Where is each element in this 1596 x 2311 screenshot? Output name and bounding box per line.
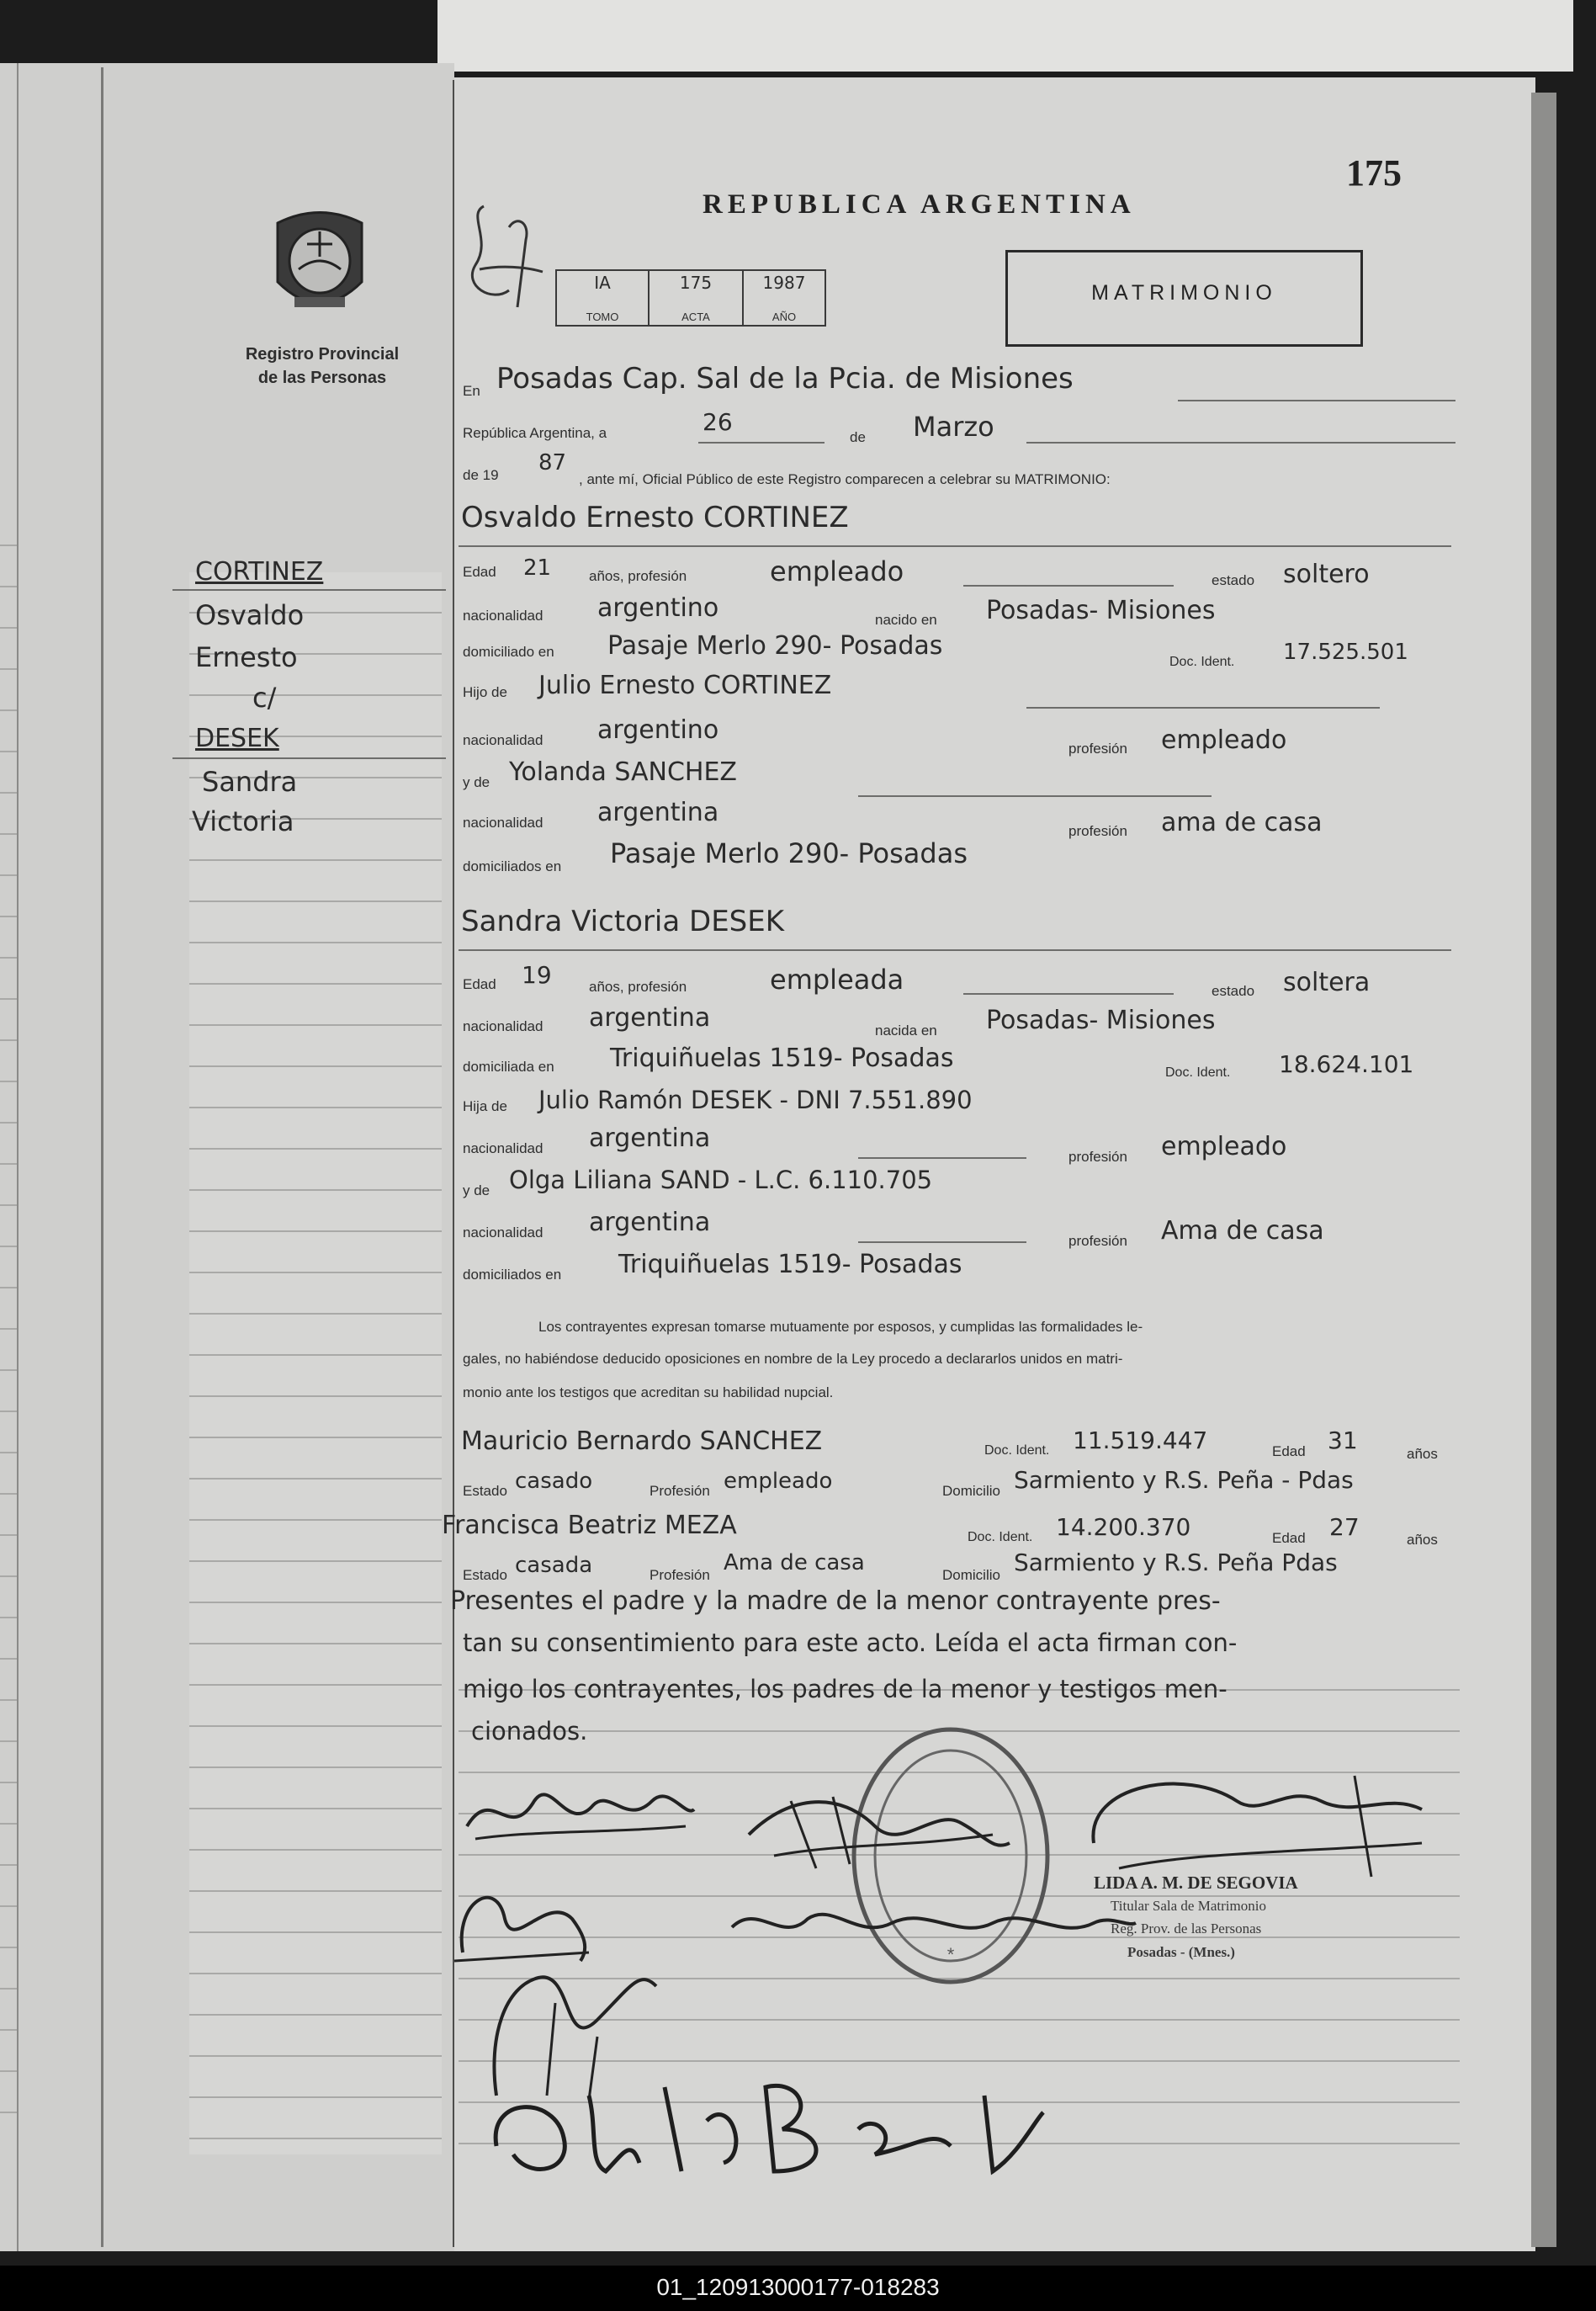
witness-1-doc: 11.519.447 <box>1073 1426 1208 1454</box>
marriage-month: Marzo <box>913 411 994 443</box>
bride-edad-label: Edad <box>463 976 496 992</box>
witness-2-estado-label: Estado <box>463 1567 507 1583</box>
officer-title-line2: Reg. Prov. de las Personas <box>1111 1921 1262 1936</box>
groom-parents-address: Pasaje Merlo 290- Posadas <box>610 837 968 869</box>
groom-doc: 17.525.501 <box>1283 640 1408 665</box>
bride-doc: 18.624.101 <box>1279 1050 1414 1078</box>
witness-2-profesion-label: Profesión <box>650 1567 710 1583</box>
margin-surname-bride: DESEK <box>195 724 279 753</box>
officer-title-line3: Posadas - (Mnes.) <box>1127 1944 1235 1960</box>
coat-of-arms-emblem <box>265 206 374 324</box>
groom-full-name: Osvaldo Ernesto CORTINEZ <box>461 501 849 534</box>
margin-rule-bride <box>172 757 446 759</box>
bride-father-prof-label: profesión <box>1068 1149 1127 1165</box>
bride-father-nationality: argentina <box>589 1124 711 1153</box>
day-line <box>698 442 825 444</box>
bride-father-nat-line <box>858 1157 1026 1159</box>
declaration-line-1: Los contrayentes expresan tomarse mutuamente por esposos, y cumplidas las formalidades le- <box>538 1319 1143 1335</box>
registry-name-line2: de las Personas <box>257 369 387 387</box>
groom-profession: empleado <box>770 555 904 587</box>
place: Posadas Cap. Sal de la Pcia. de Misiones <box>496 362 1074 396</box>
page-number: 175 <box>1346 152 1402 194</box>
record-type-box <box>1005 250 1363 347</box>
tomo-cell <box>555 269 650 327</box>
en-label: En <box>463 383 480 399</box>
ano-value: 1987 <box>762 273 806 293</box>
witness-1-domicilio-label: Domicilio <box>942 1483 1000 1499</box>
margin-given-name-bride-2: Victoria <box>192 805 294 837</box>
groom-estado-label: estado <box>1212 572 1255 588</box>
tomo-label: TOMO <box>586 311 619 323</box>
initial-flourish <box>459 189 551 324</box>
groom-mother-nat-label: nacionalidad <box>463 815 543 831</box>
groom-father-line <box>1026 707 1380 709</box>
ano-cell <box>742 269 826 327</box>
groom-mother-profession: ama de casa <box>1161 808 1323 837</box>
bride-domiciliados-label: domiciliados en <box>463 1267 562 1283</box>
signature-bride <box>480 2062 1052 2188</box>
closing-note-line-2: tan su consentimiento para este acto. Leída el acta firman con- <box>463 1628 1238 1657</box>
witness-2-address: Sarmiento y R.S. Peña Pdas <box>1014 1549 1338 1576</box>
groom-civil-status: soltero <box>1283 560 1370 589</box>
left-outer-edge-line <box>17 63 19 2251</box>
witness-2-edad-label: Edad <box>1272 1530 1306 1546</box>
groom-father-prof-label: profesión <box>1068 741 1127 757</box>
book-spine-line <box>101 67 103 2247</box>
groom-mother-line <box>858 795 1212 797</box>
right-page-edge <box>1531 93 1556 2247</box>
groom-doc-label: Doc. Ident. <box>1169 655 1235 669</box>
bride-mother-profession: Ama de casa <box>1161 1216 1324 1246</box>
margin-rule-groom <box>172 589 446 591</box>
witness-2-civil-status: casada <box>515 1553 593 1578</box>
witness-1-anos-label: años <box>1407 1446 1438 1462</box>
groom-anos-profesion-label: años, profesión <box>589 568 687 584</box>
margin-given-name-groom-2: Ernesto <box>195 641 298 673</box>
witness-1-age: 31 <box>1328 1426 1358 1454</box>
groom-profession-line <box>963 585 1174 587</box>
bride-nationality: argentina <box>589 1003 711 1033</box>
margin-given-name-groom-1: Osvaldo <box>195 599 305 631</box>
bride-parents-address: Triquiñuelas 1519- Posadas <box>618 1250 962 1279</box>
bride-yde-label: y de <box>463 1182 490 1198</box>
bride-full-name: Sandra Victoria DESEK <box>461 905 785 938</box>
bride-mother-nat-label: nacionalidad <box>463 1225 543 1241</box>
witness-1-civil-status: casado <box>515 1469 593 1494</box>
bride-profession-line <box>963 993 1174 995</box>
republica-label: República Argentina, a <box>463 425 607 441</box>
witness-1-estado-label: Estado <box>463 1483 507 1499</box>
year-suffix: 87 <box>538 450 567 475</box>
groom-address: Pasaje Merlo 290- Posadas <box>607 631 943 661</box>
bride-doc-label: Doc. Ident. <box>1165 1065 1231 1080</box>
groom-father-nationality: argentino <box>597 715 719 745</box>
groom-nacido-label: nacido en <box>875 612 937 628</box>
witness-2-domicilio-label: Domicilio <box>942 1567 1000 1583</box>
footer-document-id: 01_120913000177-018283 <box>656 2274 940 2300</box>
witness-2-anos-label: años <box>1407 1532 1438 1548</box>
svg-text:*: * <box>946 1944 955 1965</box>
groom-birthplace: Posadas- Misiones <box>986 596 1216 625</box>
declaration-line-3: monio ante los testigos que acreditan su habilidad nupcial. <box>463 1384 834 1400</box>
bride-father-nat-label: nacionalidad <box>463 1140 543 1156</box>
bride-mother-prof-label: profesión <box>1068 1233 1127 1249</box>
signature-witness-1 <box>740 1776 1018 1885</box>
groom-mother: Yolanda SANCHEZ <box>509 757 737 787</box>
groom-domiciliado-label: domiciliado en <box>463 644 554 660</box>
bride-age: 19 <box>522 961 552 989</box>
groom-name-rule <box>459 545 1451 547</box>
place-line <box>1178 400 1455 401</box>
acta-label: ACTA <box>681 311 710 323</box>
groom-domiciliados-label: domiciliados en <box>463 858 562 874</box>
witness-1-doc-label: Doc. Ident. <box>984 1443 1050 1458</box>
closing-note-line-3: migo los contrayentes, los padres de la menor y testigos men- <box>463 1675 1227 1703</box>
acta-cell <box>648 269 744 327</box>
left-outer-strip-lines <box>0 505 17 2146</box>
witness-2-doc-label: Doc. Ident. <box>968 1530 1033 1544</box>
bride-nacionalidad-label: nacionalidad <box>463 1018 543 1034</box>
tomo-value: IA <box>594 273 611 293</box>
witness-2-doc: 14.200.370 <box>1056 1513 1191 1541</box>
signature-groom <box>459 1767 703 1860</box>
bride-father: Julio Ramón DESEK - DNI 7.551.890 <box>538 1086 973 1114</box>
witness-2-profession: Ama de casa <box>724 1550 865 1575</box>
witness-1-edad-label: Edad <box>1272 1443 1306 1459</box>
bride-domiciliada-label: domiciliada en <box>463 1059 554 1075</box>
ano-label: AÑO <box>771 311 797 323</box>
witness-1-profesion-label: Profesión <box>650 1483 710 1499</box>
witness-2-age: 27 <box>1329 1513 1360 1541</box>
margin-surname-groom: CORTINEZ <box>195 557 324 587</box>
groom-yde-label: y de <box>463 774 490 790</box>
month-line <box>1026 442 1455 444</box>
witness-1-profession: empleado <box>724 1469 833 1494</box>
background-photo-top <box>437 0 1573 72</box>
groom-hijo-label: Hijo de <box>463 684 507 700</box>
groom-mother-prof-label: profesión <box>1068 823 1127 839</box>
year-prefix: de 19 <box>463 467 499 483</box>
groom-edad-label: Edad <box>463 564 496 580</box>
acta-value: 175 <box>679 273 713 293</box>
groom-age: 21 <box>523 555 552 581</box>
witness-1-name: Mauricio Bernardo SANCHEZ <box>461 1426 823 1456</box>
bride-name-rule <box>459 949 1451 951</box>
bride-father-profession: empleado <box>1161 1132 1287 1161</box>
groom-father-profession: empleado <box>1161 725 1287 755</box>
witness-2-name: Francisca Beatriz MEZA <box>442 1511 737 1540</box>
groom-father: Julio Ernesto CORTINEZ <box>538 671 832 700</box>
officer-title-line1: Titular Sala de Matrimonio <box>1111 1898 1266 1914</box>
marriage-day: 26 <box>703 408 733 436</box>
bride-mother-nationality: argentina <box>589 1208 711 1237</box>
record-type-label: MATRIMONIO <box>1091 281 1277 305</box>
groom-nationality: argentino <box>597 593 719 623</box>
margin-conjunction: c/ <box>252 682 277 714</box>
groom-father-nat-label: nacionalidad <box>463 732 543 748</box>
closing-note-line-1: Presentes el padre y la madre de la menor contrayente pres- <box>450 1586 1221 1616</box>
officer-name: LIDA A. M. DE SEGOVIA <box>1094 1873 1298 1893</box>
closing-note-line-4: cionados. <box>471 1717 588 1745</box>
registry-name-line1: Registro Provincial <box>245 345 400 364</box>
bride-birthplace: Posadas- Misiones <box>986 1006 1216 1035</box>
bride-mother: Olga Liliana SAND - L.C. 6.110.705 <box>509 1166 933 1194</box>
bride-address: Triquiñuelas 1519- Posadas <box>610 1044 954 1073</box>
bride-mother-nat-line <box>858 1241 1026 1243</box>
groom-nacionalidad-label: nacionalidad <box>463 608 543 624</box>
bride-estado-label: estado <box>1212 983 1255 999</box>
bride-nacida-label: nacida en <box>875 1023 937 1039</box>
signature-witness-2 <box>724 1894 1144 1961</box>
de-label: de <box>850 429 866 445</box>
country-title: REPUBLICA ARGENTINA <box>703 189 1136 220</box>
intro-statement: , ante mí, Oficial Público de este Registro comparecen a celebrar su MATRIMONIO: <box>579 471 1111 487</box>
witness-1-address: Sarmiento y R.S. Peña - Pdas <box>1014 1466 1354 1494</box>
bride-anos-profesion-label: años, profesión <box>589 979 687 995</box>
bride-profession: empleada <box>770 964 904 996</box>
groom-mother-nationality: argentina <box>597 798 719 827</box>
bride-hija-label: Hija de <box>463 1098 507 1114</box>
margin-given-name-bride-1: Sandra <box>202 766 298 798</box>
bride-civil-status: soltera <box>1283 968 1371 997</box>
declaration-line-2: gales, no habiéndose deducido oposiciones en nombre de la Ley procedo a declararlos unidos en matri- <box>463 1351 1123 1367</box>
